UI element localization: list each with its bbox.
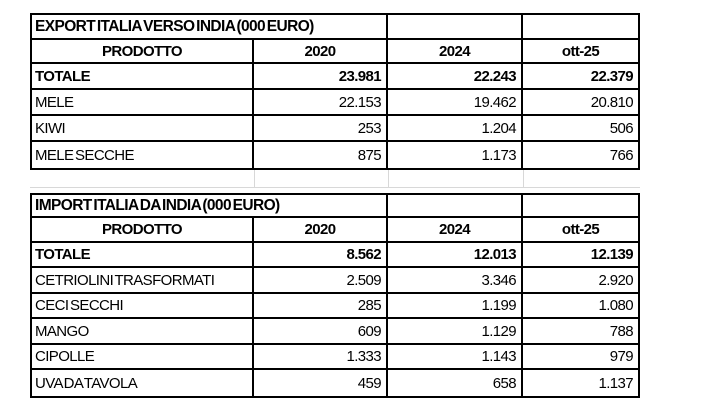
row-label: MELE SECCHE [32, 142, 254, 168]
value-cell: 22.153 [254, 90, 388, 116]
value-cell: 3.346 [388, 268, 523, 294]
row-label: TOTALE [32, 64, 254, 90]
table-title: EXPORT ITALIA VERSO INDIA (000 EURO) [32, 15, 388, 40]
table-gap [30, 170, 640, 193]
faint-gridline [30, 187, 640, 188]
value-cell: 22.243 [388, 64, 523, 90]
value-cell: 875 [254, 142, 388, 168]
row-label: MANGO [32, 319, 254, 345]
value-cell: 459 [254, 370, 388, 396]
value-cell: 8.562 [254, 243, 388, 268]
value-cell: 506 [523, 116, 638, 142]
value-cell: 2.920 [523, 268, 638, 294]
value-cell: 253 [254, 116, 388, 142]
export-table [30, 13, 640, 170]
value-cell: 2.509 [254, 268, 388, 294]
row-label: UVA DA TAVOLA [32, 370, 254, 396]
value-cell: 285 [254, 294, 388, 319]
row-label: CIPOLLE [32, 345, 254, 370]
value-cell: 658 [388, 370, 523, 396]
value-cell: 12.013 [388, 243, 523, 268]
empty-cell [523, 195, 638, 218]
faint-gridline [254, 170, 255, 187]
value-cell: 979 [523, 345, 638, 370]
value-cell: 1.129 [388, 319, 523, 345]
row-label: KIWI [32, 116, 254, 142]
value-cell: 1.143 [388, 345, 523, 370]
value-cell: 1.199 [388, 294, 523, 319]
table-title: IMPORT ITALIA DA INDIA (000 EURO) [32, 195, 388, 218]
value-cell: 1.080 [523, 294, 638, 319]
column-header-prodotto: PRODOTTO [32, 40, 254, 64]
document-canvas [30, 13, 640, 398]
value-cell: 23.981 [254, 64, 388, 90]
empty-cell [388, 195, 523, 218]
value-cell: 19.462 [388, 90, 523, 116]
row-label: CECI SECCHI [32, 294, 254, 319]
value-cell: 1.173 [388, 142, 523, 168]
value-cell: 1.333 [254, 345, 388, 370]
faint-gridline [523, 170, 524, 187]
column-header-2024: 2024 [388, 40, 523, 64]
row-label: MELE [32, 90, 254, 116]
faint-gridline [388, 170, 389, 187]
column-header-2020: 2020 [254, 218, 388, 243]
column-header-ott25: ott-25 [523, 218, 638, 243]
empty-cell [523, 15, 638, 40]
value-cell: 12.139 [523, 243, 638, 268]
column-header-ott25: ott-25 [523, 40, 638, 64]
value-cell: 788 [523, 319, 638, 345]
row-label: TOTALE [32, 243, 254, 268]
value-cell: 609 [254, 319, 388, 345]
column-header-2020: 2020 [254, 40, 388, 64]
value-cell: 22.379 [523, 64, 638, 90]
column-header-prodotto: PRODOTTO [32, 218, 254, 243]
column-header-2024: 2024 [388, 218, 523, 243]
value-cell: 20.810 [523, 90, 638, 116]
row-label: CETRIOLINI TRASFORMATI [32, 268, 254, 294]
empty-cell [388, 15, 523, 40]
import-table [30, 193, 640, 398]
value-cell: 1.137 [598, 374, 633, 392]
value-cell: 1.204 [388, 116, 523, 142]
value-cell: 766 [609, 146, 633, 164]
